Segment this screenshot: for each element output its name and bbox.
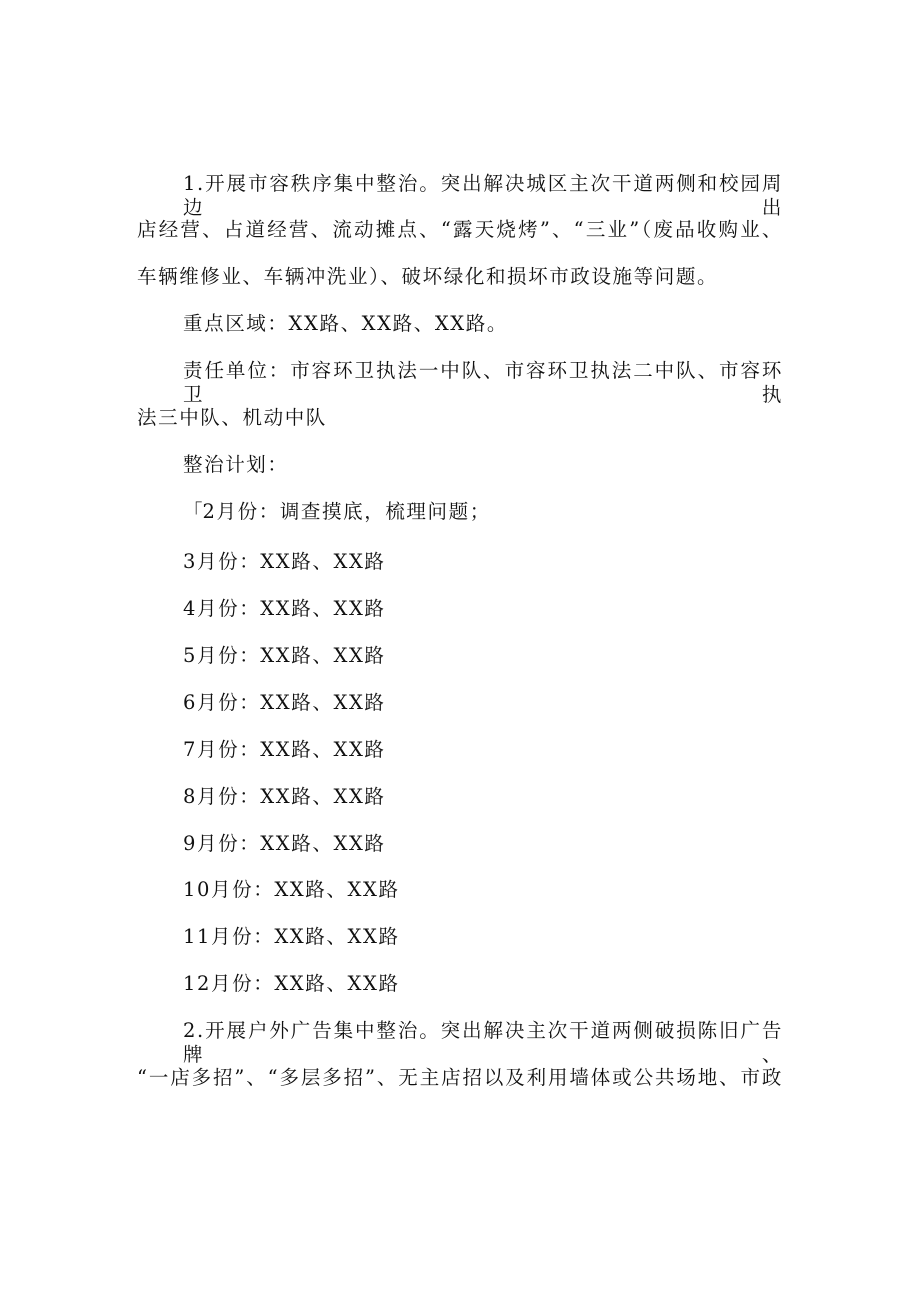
plan-item: 7月份：XX路、XX路 bbox=[183, 738, 386, 761]
plan-item: 11月份：XX路、XX路 bbox=[183, 925, 400, 948]
plan-item: 4月份：XX路、XX路 bbox=[183, 597, 386, 620]
section2-line-1: 2.开展户外广告集中整治。突出解决主次干道两侧破损陈旧广告牌、 bbox=[183, 1019, 783, 1066]
plan-item: 6月份：XX路、XX路 bbox=[183, 691, 386, 714]
plan-heading: 整治计划： bbox=[183, 453, 289, 476]
plan-item: 12月份：XX路、XX路 bbox=[183, 972, 400, 995]
responsible-line-1: 责任单位：市容环卫执法一中队、市容环卫执法二中队、市容环卫执 bbox=[183, 359, 783, 406]
plan-item-february-text: 2月份：调查摸底，梳理问题； bbox=[202, 500, 491, 523]
responsible-line-2: 法三中队、机动中队 bbox=[137, 406, 327, 429]
section1-line-2: 店经营、占道经营、流动摊点、“露天烧烤”、“三业”（废品收购业、 bbox=[137, 218, 783, 241]
plan-item: 3月份：XX路、XX路 bbox=[183, 550, 386, 573]
plan-item: 5月份：XX路、XX路 bbox=[183, 644, 386, 667]
section2-line-2: “一店多招”、“多层多招”、无主店招以及利用墙体或公共场地、市政 bbox=[137, 1066, 783, 1089]
plan-item-february bbox=[183, 500, 491, 524]
plan-item: 8月份：XX路、XX路 bbox=[183, 785, 386, 808]
plan-item: 10月份：XX路、XX路 bbox=[183, 878, 400, 901]
plan-bracket-mark: 「 bbox=[183, 500, 203, 523]
plan-item: 9月份：XX路、XX路 bbox=[183, 832, 386, 855]
section1-line-3: 车辆维修业、车辆冲洗业）、破坏绿化和损坏市政设施等问题。 bbox=[137, 265, 719, 288]
section1-line-1: 1.开展市容秩序集中整治。突出解决城区主次干道两侧和校园周边出 bbox=[183, 172, 783, 219]
focus-area: 重点区域：XX路、XX路、XX路。 bbox=[183, 312, 508, 335]
